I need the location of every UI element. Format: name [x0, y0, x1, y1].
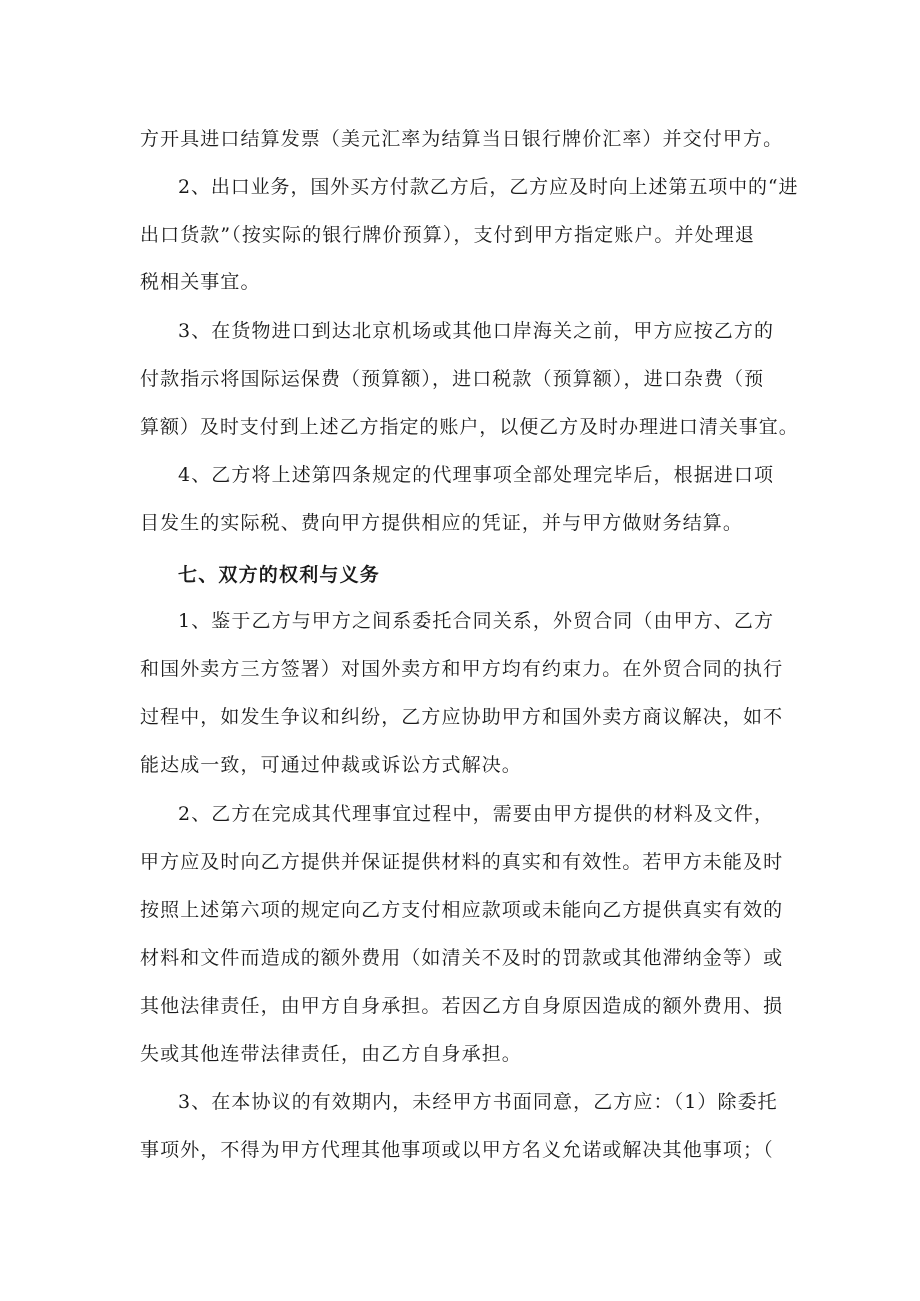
text-line: 材料和文件而造成的额外费用（如清关不及时的罚款或其他滞纳金等）或	[140, 947, 784, 969]
section-heading: 七、双方的权利与义务	[178, 564, 381, 586]
text-line: 出口货款”（按实际的银行牌价预算），支付到甲方指定账户。并处理退	[140, 224, 755, 246]
text-line: 付款指示将国际运保费（预算额），进口税款（预算额），进口杂费（预	[140, 368, 765, 390]
text-line: 税相关事宜。	[140, 271, 261, 293]
text-line: 目发生的实际税、费向甲方提供相应的凭证，并与甲方做财务结算。	[140, 512, 744, 534]
text-line: 事项外，不得为甲方代理其他事项或以甲方名义允诺或解决其他事项；（	[140, 1139, 774, 1161]
text-line: 和国外卖方三方签署）对国外卖方和甲方均有约束力。在外贸合同的执行	[140, 658, 784, 680]
text-line: 过程中，如发生争议和纠纷，乙方应协助甲方和国外卖方商议解决，如不	[140, 706, 784, 728]
text-line: 3、在本协议的有效期内，未经甲方书面同意，乙方应：（1）除委托	[178, 1091, 778, 1113]
text-line: 甲方应及时向乙方提供并保证提供材料的真实和有效性。若甲方未能及时	[140, 851, 784, 873]
text-line: 1、鉴于乙方与甲方之间系委托合同关系，外贸合同（由甲方、乙方	[178, 610, 775, 632]
text-line: 方开具进口结算发票（美元汇率为结算当日银行牌价汇率）并交付甲方。	[140, 128, 784, 150]
text-line: 2、出口业务，国外买方付款乙方后，乙方应及时向上述第五项中的“进	[178, 176, 799, 198]
text-line: 3、在货物进口到达北京机场或其他口岸海关之前，甲方应按乙方的	[178, 320, 775, 342]
text-line: 能达成一致，可通过仲裁或诉讼方式解决。	[140, 754, 522, 776]
text-line: 算额）及时支付到上述乙方指定的账户，以便乙方及时办理进口清关事宜。	[140, 416, 799, 438]
text-line: 其他法律责任，由甲方自身承担。若因乙方自身原因造成的额外费用、损	[140, 995, 784, 1017]
text-line: 失或其他连带法律责任，由乙方自身承担。	[140, 1043, 522, 1065]
text-line: 2、乙方在完成其代理事宜过程中，需要由甲方提供的材料及文件，	[178, 803, 775, 825]
text-line: 4、乙方将上述第四条规定的代理事项全部处理完毕后，根据进口项	[178, 464, 775, 486]
text-line: 按照上述第六项的规定向乙方支付相应款项或未能向乙方提供真实有效的	[140, 899, 784, 921]
